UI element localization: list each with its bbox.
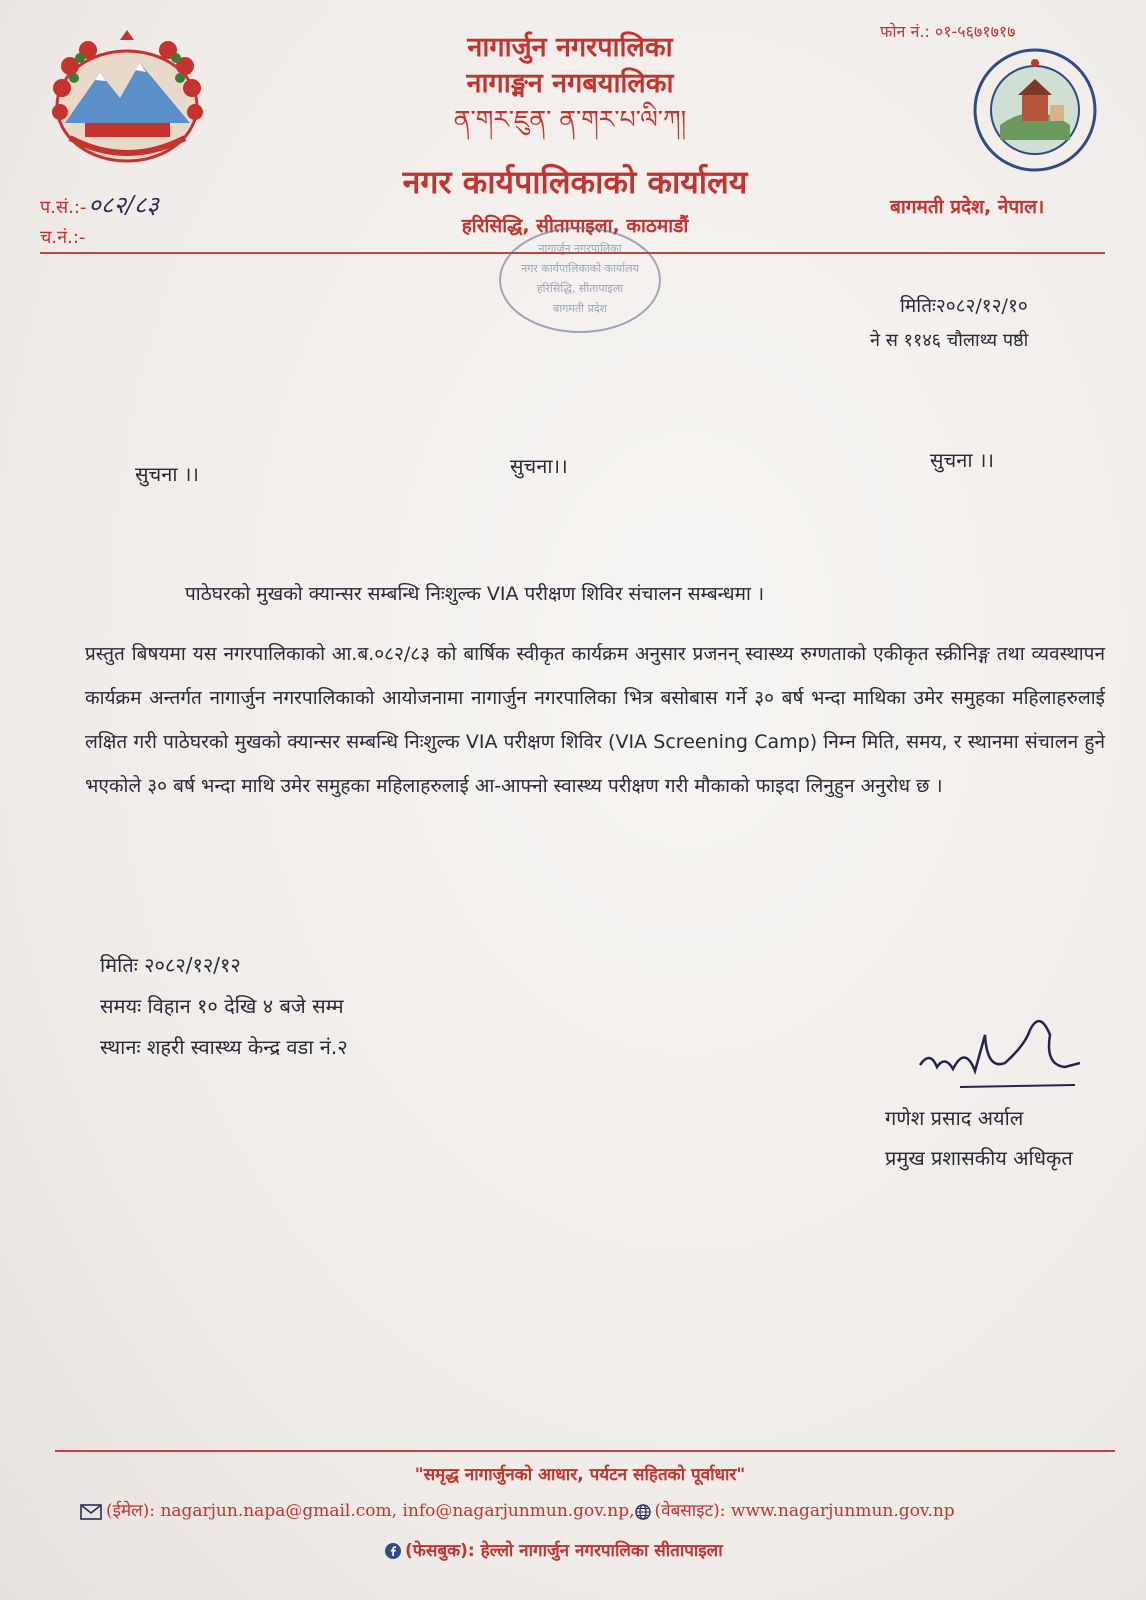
letterhead-names (380, 30, 760, 138)
office-title: नगर कार्यपालिकाको कार्यालय (402, 163, 748, 201)
signature-icon (915, 1005, 1085, 1095)
footer-slogan: "समृद्ध नागार्जुनको आधार, पर्यटन सहितको पूर्वाधार" (414, 1465, 746, 1485)
stamp-line-2: नगर कार्यपालिकाको कार्यालय (521, 262, 639, 275)
office-address: हरिसिद्धि, सीतापाइला, काठमाडौं (461, 215, 689, 237)
globe-icon (635, 1504, 651, 1520)
website-label: (वेबसाइट): (654, 1501, 726, 1521)
footer-contact (80, 1498, 955, 1521)
municipality-name-tibetan: ན་གར་ཇུན་ ན་གར་པ་ལི་ཀ། (453, 105, 687, 134)
email-label: (ईमेल): (106, 1501, 156, 1521)
footer-divider (55, 1450, 1115, 1452)
email-icon (80, 1504, 102, 1520)
municipality-seal-icon (970, 45, 1100, 175)
notice-heading-left: सुचना ।। (135, 462, 200, 486)
camp-time: समयः विहान १० देखि ४ बजे सम्म (100, 994, 344, 1018)
letter-body: प्रस्तुत बिषयमा यस नगरपालिकाको आ.ब.०८२/८३ को बार्षिक स्वीकृत कार्यक्रम अनुसार प्रजनन् स्वास्थ्य रुग्णताको एकीकृत स्क्रीनिङ्ग तथा व्यवस्थापन कार्यक्रम अन्तर्गत नागार्जुन नगरपालिकाको आयोजनामा नागार्जुन नगरपालिका भित्र बसोबास गर्ने ३० बर्ष भन्दा माथिका उमेर समुहका महिलाहरुलाई लक्षित गरी पाठेघरको मुखको क्यान्सर सम्बन्धि निःशुल्क VIA परीक्षण शिविर (VIA Screening Camp) निम्न मिति, समय, र स्थानमा संचालन हुने भएकोले ३० बर्ष भन्दा माथि उमेर समुहका महिलाहरुलाई आ-आफ्नो स्वास्थ्य परीक्षण गरी मौकाको फाइदा लिनुहुन अनुरोध छ । (85, 643, 1105, 797)
footer-facebook (385, 1538, 723, 1561)
stamp-line-1: नागार्जुन नगरपालिका (538, 242, 622, 255)
website-link[interactable]: www.nagarjunmun.gov.np (730, 1501, 955, 1521)
signatory-title: प्रमुख प्रशासकीय अधिकृत (885, 1146, 1073, 1170)
camp-details (100, 945, 348, 1068)
nepal-sambat-date: ने स ११४६ चौलाथ्य पष्ठी (870, 330, 1029, 351)
camp-date: मितिः २०८२/१२/१२ (100, 953, 241, 977)
letter-date: मितिः२०८२/१२/१० (900, 295, 1028, 317)
notice-heading-center: सुचना।। (510, 454, 568, 478)
office-stamp (495, 220, 665, 340)
signatory-block (885, 1098, 1073, 1178)
camp-place: स्थानः शहरी स्वास्थ्य केन्द्र वडा नं.२ (100, 1035, 348, 1059)
dispatch-number-label: च.नं.:- (40, 227, 86, 248)
municipality-name-newari: नागाङ्मन नगबयालिका (466, 68, 674, 99)
reference-number (40, 188, 159, 221)
letter-subject: पाठेघरको मुखको क्यान्सर सम्बन्धि निःशुल्क VIA परीक्षण शिविर संचालन सम्बन्धमा । (185, 583, 765, 605)
facebook-icon (385, 1543, 401, 1559)
stamp-line-4: बागमती प्रदेश (552, 302, 608, 315)
signatory-name: गणेश प्रसाद अर्याल (885, 1106, 1024, 1130)
facebook-page-link[interactable]: हेल्लो नागार्जुन नगरपालिका सीतापाइला (480, 1541, 723, 1561)
reference-value: ०८२/८३ (88, 191, 159, 219)
phone-number: फोन नं.: ०१-५६७१७१७ (880, 22, 1016, 41)
reference-label: प.सं.:- (40, 197, 87, 218)
facebook-label: (फेसबुक): (405, 1541, 475, 1561)
notice-heading-right: सुचना ।। (930, 448, 995, 472)
nepal-emblem-icon (40, 28, 215, 168)
email-addresses[interactable]: nagarjun.napa@gmail.com, info@nagarjunmun.gov.np, (160, 1501, 635, 1521)
province-label: बागमती प्रदेश, नेपाल। (890, 196, 1045, 218)
municipality-name-nepali: नागार्जुन नगरपालिका (467, 32, 673, 63)
stamp-line-3: हरिसिद्धि, सीतापाइला (536, 282, 624, 295)
